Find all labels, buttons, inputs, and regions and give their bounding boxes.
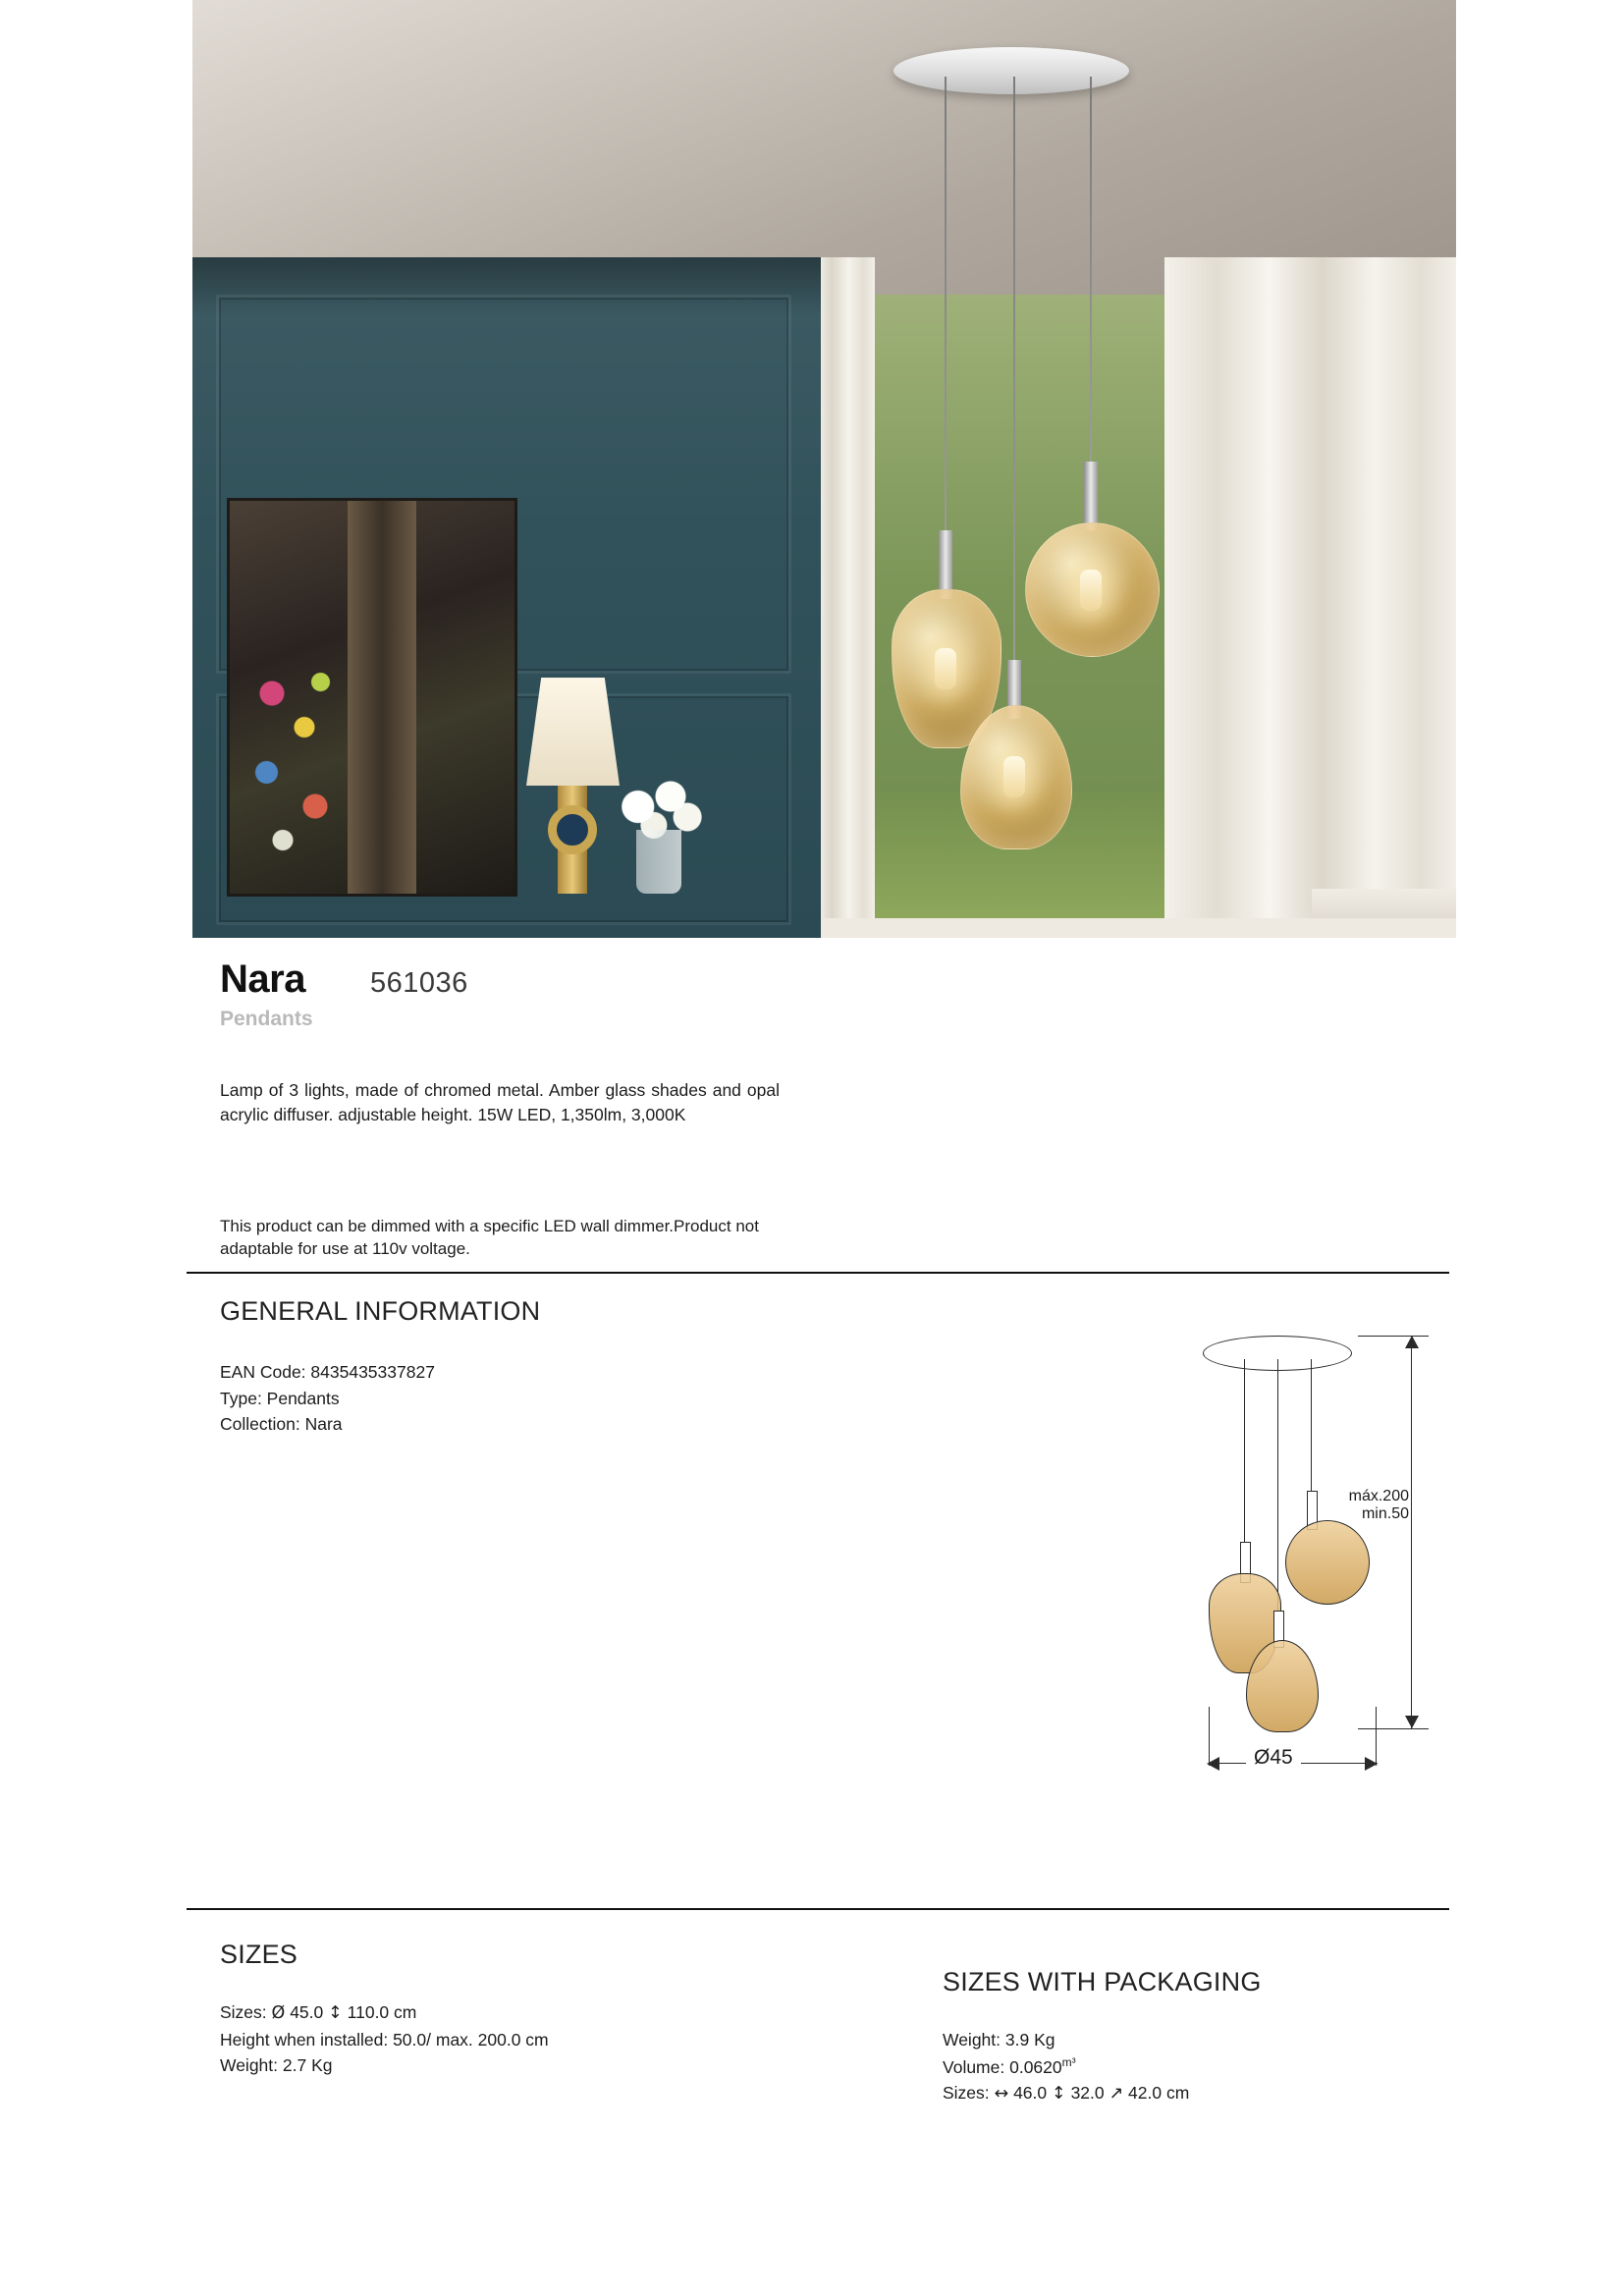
sizes-body [220, 1999, 549, 2079]
wall-artwork [230, 501, 514, 894]
drawing-dimension-tick-bottom [1358, 1728, 1429, 1729]
sizes-height-value: 110.0 cm [347, 2002, 417, 2022]
floor-strip [821, 918, 1456, 938]
drawing-shade-2 [1246, 1640, 1319, 1732]
pendant-stem-3 [1084, 462, 1098, 530]
drawing-height-min: min.50 [1361, 1505, 1409, 1522]
packaging-width-value: 46.0 [1013, 2083, 1048, 2104]
product-code: 561036 [369, 967, 468, 999]
packaging-weight: Weight: 3.9 Kg [943, 2030, 1055, 2050]
height-icon: ↕ [328, 2003, 343, 2023]
pendant-bulb-2 [1003, 756, 1025, 797]
drawing-shade-3 [1285, 1520, 1370, 1605]
width-icon: ↔ [994, 2084, 1009, 2105]
sizes-prefix: Sizes: [220, 2002, 267, 2022]
drawing-height-max: máx.200 [1348, 1488, 1409, 1504]
artwork-flowers [240, 648, 348, 874]
sizes-packaging-body [943, 2027, 1189, 2107]
table-lamp-shade [526, 678, 620, 786]
sizes-packaging-title: SIZES WITH PACKAGING [943, 1967, 1262, 1996]
arrow-down-icon [1405, 1716, 1419, 1728]
drawing-diameter-label: Ø45 [1246, 1746, 1301, 1770]
packaging-volume-value: Volume: 0.0620 [943, 2056, 1062, 2077]
artwork-tree [348, 501, 416, 894]
depth-icon: ↗ [1109, 2084, 1124, 2105]
sizes-weight: Weight: 2.7 Kg [220, 2055, 333, 2076]
glass-vase [636, 830, 681, 894]
product-family: Pendants [220, 1008, 313, 1030]
product-description: Lamp of 3 lights, made of chromed metal. Amber glass shades and opal acrylic diffuser. adjustable height. 15W LED, 1,350lm, 3,000K [220, 1080, 780, 1124]
arrow-up-icon [1405, 1336, 1419, 1348]
packaging-depth-value: 42.0 cm [1128, 2083, 1190, 2104]
arrow-left-icon [1207, 1757, 1219, 1771]
pendant-bulb-1 [935, 648, 956, 689]
pendant-bulb-3 [1080, 570, 1102, 611]
pendant-cable-1 [945, 77, 947, 587]
packaging-volume [943, 2053, 1189, 2080]
drawing-height-labels [1242, 1488, 1409, 1523]
pendant-cable-2 [1013, 77, 1015, 695]
packaging-height-value: 32.0 [1070, 2083, 1105, 2104]
product-title-row [220, 957, 468, 1002]
sizes-diameter-value: 45.0 [290, 2002, 324, 2022]
drawing-cable-1 [1244, 1359, 1245, 1570]
general-information-list [220, 1359, 435, 1438]
dimmer-note: This product can be dimmed with a specific LED wall dimmer.Product not adaptable for use at 110v voltage. [220, 1217, 759, 1258]
product-collection: Collection: Nara [220, 1414, 343, 1435]
product-type: Type: Pendants [220, 1388, 340, 1408]
product-name: Nara [220, 957, 305, 1001]
divider-sizes [187, 1908, 1449, 1910]
packaging-volume-unit: m³ [1061, 2054, 1076, 2069]
sizes-line-dimensions [220, 1999, 549, 2027]
packaging-sizes-prefix: Sizes: [943, 2083, 990, 2104]
packaging-sizes [943, 2080, 1189, 2107]
curtain-right [1164, 257, 1456, 938]
product-hero-photo [192, 0, 1456, 938]
general-information-title: GENERAL INFORMATION [220, 1296, 541, 1326]
drawing-height-dimension-line [1411, 1336, 1412, 1728]
arrow-right-icon [1365, 1757, 1378, 1771]
sizes-title: SIZES [220, 1940, 298, 1969]
table-lamp-ring-ornament [548, 805, 597, 854]
pendant-canopy [893, 47, 1129, 94]
ean-code: EAN Code: 8435435337827 [220, 1362, 435, 1382]
sizes-installed-height: Height when installed: 50.0/ max. 200.0 cm [220, 2029, 549, 2050]
pendant-cable-3 [1090, 77, 1092, 489]
diameter-icon: Ø [271, 2003, 286, 2023]
divider-general [187, 1272, 1449, 1274]
height-icon: ↕ [1052, 2084, 1066, 2105]
technical-drawing [1183, 1316, 1478, 1866]
